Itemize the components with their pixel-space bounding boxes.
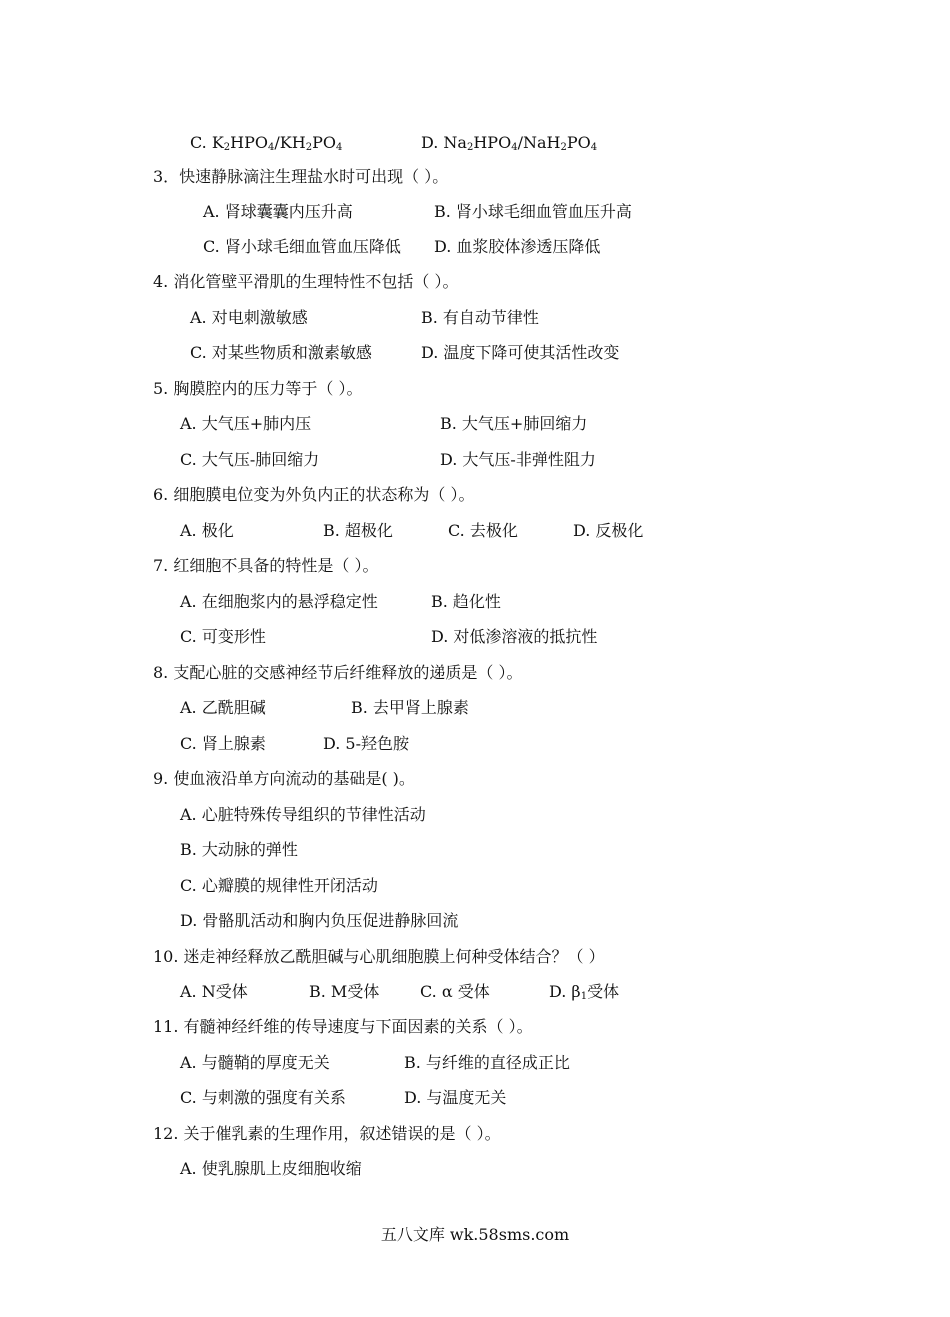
- q9-option-a: A. 心脏特殊传导组织的节律性活动: [180, 805, 426, 824]
- subscript: 4: [590, 142, 598, 153]
- q7-option-d: D. 对低渗溶液的抵抗性: [431, 627, 598, 646]
- q4-option-c: C. 对某些物质和激素敏感: [190, 343, 372, 362]
- q5-option-a: A. 大气压+肺内压: [180, 414, 312, 433]
- q4-stem: 4. 消化管壁平滑肌的生理特性不包括（ ）。: [153, 272, 459, 291]
- q3-option-d: D. 血浆胶体渗透压降低: [434, 237, 601, 256]
- q5-option-b: B. 大气压+肺回缩力: [440, 414, 588, 433]
- q7-stem: 7. 红细胞不具备的特性是（ ）。: [153, 556, 379, 575]
- formula-part: HPO: [230, 133, 269, 152]
- subscript: 2: [305, 142, 313, 153]
- q6-option-d: D. 反极化: [573, 521, 644, 540]
- q7-option-a: A. 在细胞浆内的悬浮稳定性: [180, 592, 378, 611]
- q6-option-c: C. 去极化: [448, 521, 518, 540]
- q3-option-c: C. 肾小球毛细血管血压降低: [203, 237, 401, 256]
- q11-option-a: A. 与髓鞘的厚度无关: [180, 1053, 330, 1072]
- page-footer: 五八文库 wk.58sms.com: [380, 1225, 570, 1244]
- q10-stem: 10. 迷走神经释放乙酰胆碱与心肌细胞膜上何种受体结合？（ ）: [153, 947, 605, 966]
- q9-stem: 9. 使血液沿单方向流动的基础是( )。: [153, 769, 415, 788]
- q7-option-b: B. 趋化性: [431, 592, 501, 611]
- subscript: 4: [511, 142, 518, 153]
- q11-stem: 11. 有髓神经纤维的传导速度与下面因素的关系（ ）。: [153, 1017, 533, 1036]
- q8-option-c: C. 肾上腺素: [180, 734, 266, 753]
- formula-part: PO: [312, 133, 336, 152]
- q9-option-c: C. 心瓣膜的规律性开闭活动: [180, 876, 378, 895]
- q3-option-b: B. 肾小球毛细血管血压升高: [434, 202, 632, 221]
- subscript: 4: [335, 142, 343, 153]
- q9-option-d: D. 骨骼肌活动和胸内负压促进静脉回流: [180, 911, 459, 930]
- q5-option-d: D. 大气压-非弹性阻力: [440, 450, 596, 469]
- q6-stem: 6. 细胞膜电位变为外负内正的状态称为（ ）。: [153, 485, 475, 504]
- subscript: 1: [580, 991, 588, 1002]
- q10-option-c: C. α 受体: [420, 982, 490, 1001]
- q5-stem: 5. 胸膜腔内的压力等于（ ）。: [153, 379, 363, 398]
- q6-option-a: A. 极化: [180, 521, 234, 540]
- q7-option-c: C. 可变形性: [180, 627, 266, 646]
- q10-option-d-suffix: 受体: [587, 982, 620, 1001]
- q2-option-d: [421, 132, 597, 154]
- q6-option-b: B. 超极化: [323, 521, 393, 540]
- formula-part: PO: [566, 133, 591, 152]
- q4-option-b: B. 有自动节律性: [421, 308, 539, 327]
- q10-option-b: B. M受体: [309, 982, 380, 1001]
- q8-option-a: A. 乙酰胆碱: [180, 698, 266, 717]
- q12-option-a: A. 使乳腺肌上皮细胞收缩: [180, 1159, 362, 1178]
- q11-option-b: B. 与纤维的直径成正比: [404, 1053, 570, 1072]
- q12-stem: 12. 关于催乳素的生理作用，叙述错误的是（ ）。: [153, 1124, 501, 1143]
- q8-option-d: D. 5-羟色胺: [323, 734, 410, 753]
- q10-option-d-prefix: D. β: [549, 982, 581, 1001]
- q5-option-c: C. 大气压-肺回缩力: [180, 450, 320, 469]
- formula-part: HPO: [473, 133, 512, 152]
- subscript: 2: [560, 142, 567, 153]
- q9-option-b: B. 大动脉的弹性: [180, 840, 298, 859]
- subscript: 2: [466, 142, 474, 153]
- q2-option-d-prefix: D. Na: [421, 133, 467, 152]
- q10-option-d: [549, 981, 619, 1003]
- q4-option-a: A. 对电刺激敏感: [190, 308, 308, 327]
- q2-option-c-prefix: C. K: [190, 133, 224, 152]
- formula-part: /NaH: [517, 133, 561, 152]
- q8-stem: 8. 支配心脏的交感神经节后纤维释放的递质是（ ）。: [153, 663, 523, 682]
- q2-option-c: [190, 132, 342, 154]
- subscript: 4: [268, 142, 275, 153]
- q10-option-a: A. N受体: [180, 982, 248, 1001]
- q3-stem: 3．快速静脉滴注生理盐水时可出现（ ）。: [153, 167, 449, 186]
- q11-option-c: C. 与刺激的强度有关系: [180, 1088, 346, 1107]
- q4-option-d: D. 温度下降可使其活性改变: [421, 343, 620, 362]
- q11-option-d: D. 与温度无关: [404, 1088, 507, 1107]
- formula-part: /KH: [274, 133, 306, 152]
- subscript: 2: [223, 142, 231, 153]
- q8-option-b: B. 去甲肾上腺素: [351, 698, 469, 717]
- q3-option-a: A. 肾球囊囊内压升高: [203, 202, 353, 221]
